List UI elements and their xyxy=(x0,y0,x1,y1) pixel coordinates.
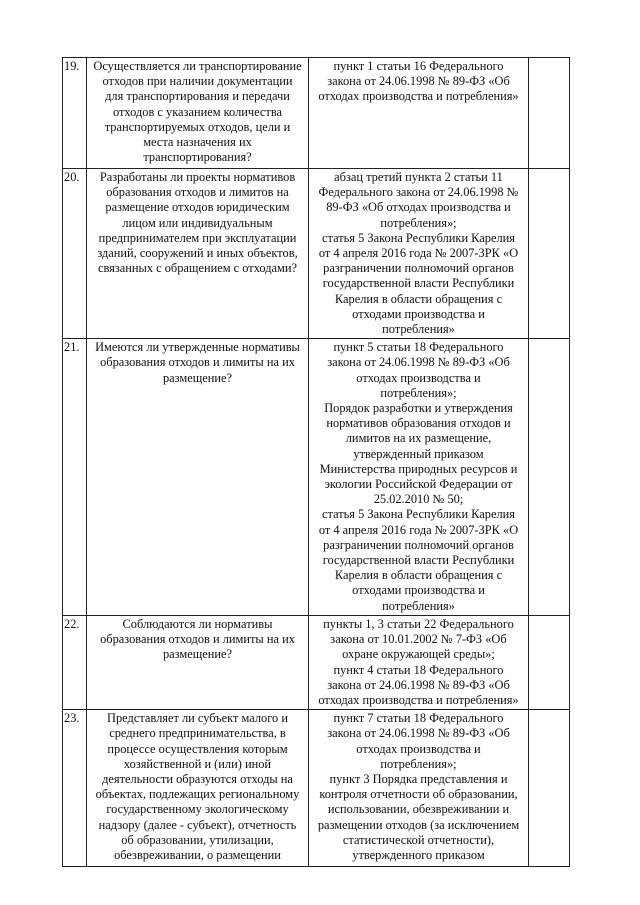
row-number: 19. xyxy=(63,58,87,169)
answer-cell[interactable] xyxy=(529,615,570,709)
requirement-question: Осуществляется ли транспортирование отходов при наличии документации для транспортирования и передачи отходов с указанием количества транспортируемых отходов, цели и места назначения их транспортирования? xyxy=(87,58,309,169)
table-row xyxy=(63,339,570,616)
table-row xyxy=(63,710,570,867)
answer-cell[interactable] xyxy=(529,710,570,867)
answer-cell[interactable] xyxy=(529,339,570,616)
table-row xyxy=(63,615,570,709)
answer-cell[interactable] xyxy=(529,58,570,169)
requirement-question: Представляет ли субъект малого и среднего предпринимательства, в процессе осуществления которым хозяйственной и (или) иной деятельности образуются отходы на объектах, подлежащих региональному государственному экологическому надзору (далее - субъект), отчетность об образовании, утилизации, обезвреживании, о размещении xyxy=(87,710,309,867)
legal-reference: пункт 5 статьи 18 Федерального закона от 24.06.1998 № 89-ФЗ «Об отходах производства и потребления»; Порядок разработки и утверждения нормативов образования отходов и лимитов на их размещение, утвержденный приказом Министерства природных ресурсов и экологии Российской Федерации от 25.02.2010 № 50; статья 5 Закона Республики Карелия от 4 апреля 2016 года № 2007-ЗРК «О разграничении полномочий органов государственной власти Республики Карелия в области обращения с отходами производства и потребления» xyxy=(309,339,529,616)
requirement-question: Разработаны ли проекты нормативов образования отходов и лимитов на размещение отходов юридическим лицом или индивидуальным предпринимателем при эксплуатации зданий, сооружений и иных объектов, связанных с обращением с отходами? xyxy=(87,169,309,339)
requirement-question: Имеются ли утвержденные нормативы образования отходов и лимиты на их размещение? xyxy=(87,339,309,616)
table-row xyxy=(63,169,570,339)
checklist-table xyxy=(62,57,570,867)
answer-cell[interactable] xyxy=(529,169,570,339)
row-number: 22. xyxy=(63,615,87,709)
legal-reference: пункты 1, 3 статьи 22 Федерального закона от 10.01.2002 № 7-ФЗ «Об охране окружающей среды»; пункт 4 статьи 18 Федерального закона от 24.06.1998 № 89-ФЗ «Об отходах производства и потребления» xyxy=(309,615,529,709)
legal-reference: пункт 1 статьи 16 Федерального закона от 24.06.1998 № 89-ФЗ «Об отходах производства и потребления» xyxy=(309,58,529,169)
table-row xyxy=(63,58,570,169)
row-number: 23. xyxy=(63,710,87,867)
legal-reference: абзац третий пункта 2 статьи 11 Федерального закона от 24.06.1998 № 89-ФЗ «Об отходах производства и потребления»; статья 5 Закона Республики Карелия от 4 апреля 2016 года № 2007-ЗРК «О разграничении полномочий органов государственной власти Республики Карелия в области обращения с отходами производства и потребления» xyxy=(309,169,529,339)
legal-reference: пункт 7 статьи 18 Федерального закона от 24.06.1998 № 89-ФЗ «Об отходах производства и потребления»; пункт 3 Порядка представления и контроля отчетности об образовании, использовании, обезвреживании и размещении отходов (за исключением статистической отчетности), утвержденного приказом xyxy=(309,710,529,867)
requirement-question: Соблюдаются ли нормативы образования отходов и лимиты на их размещение? xyxy=(87,615,309,709)
row-number: 20. xyxy=(63,169,87,339)
row-number: 21. xyxy=(63,339,87,616)
